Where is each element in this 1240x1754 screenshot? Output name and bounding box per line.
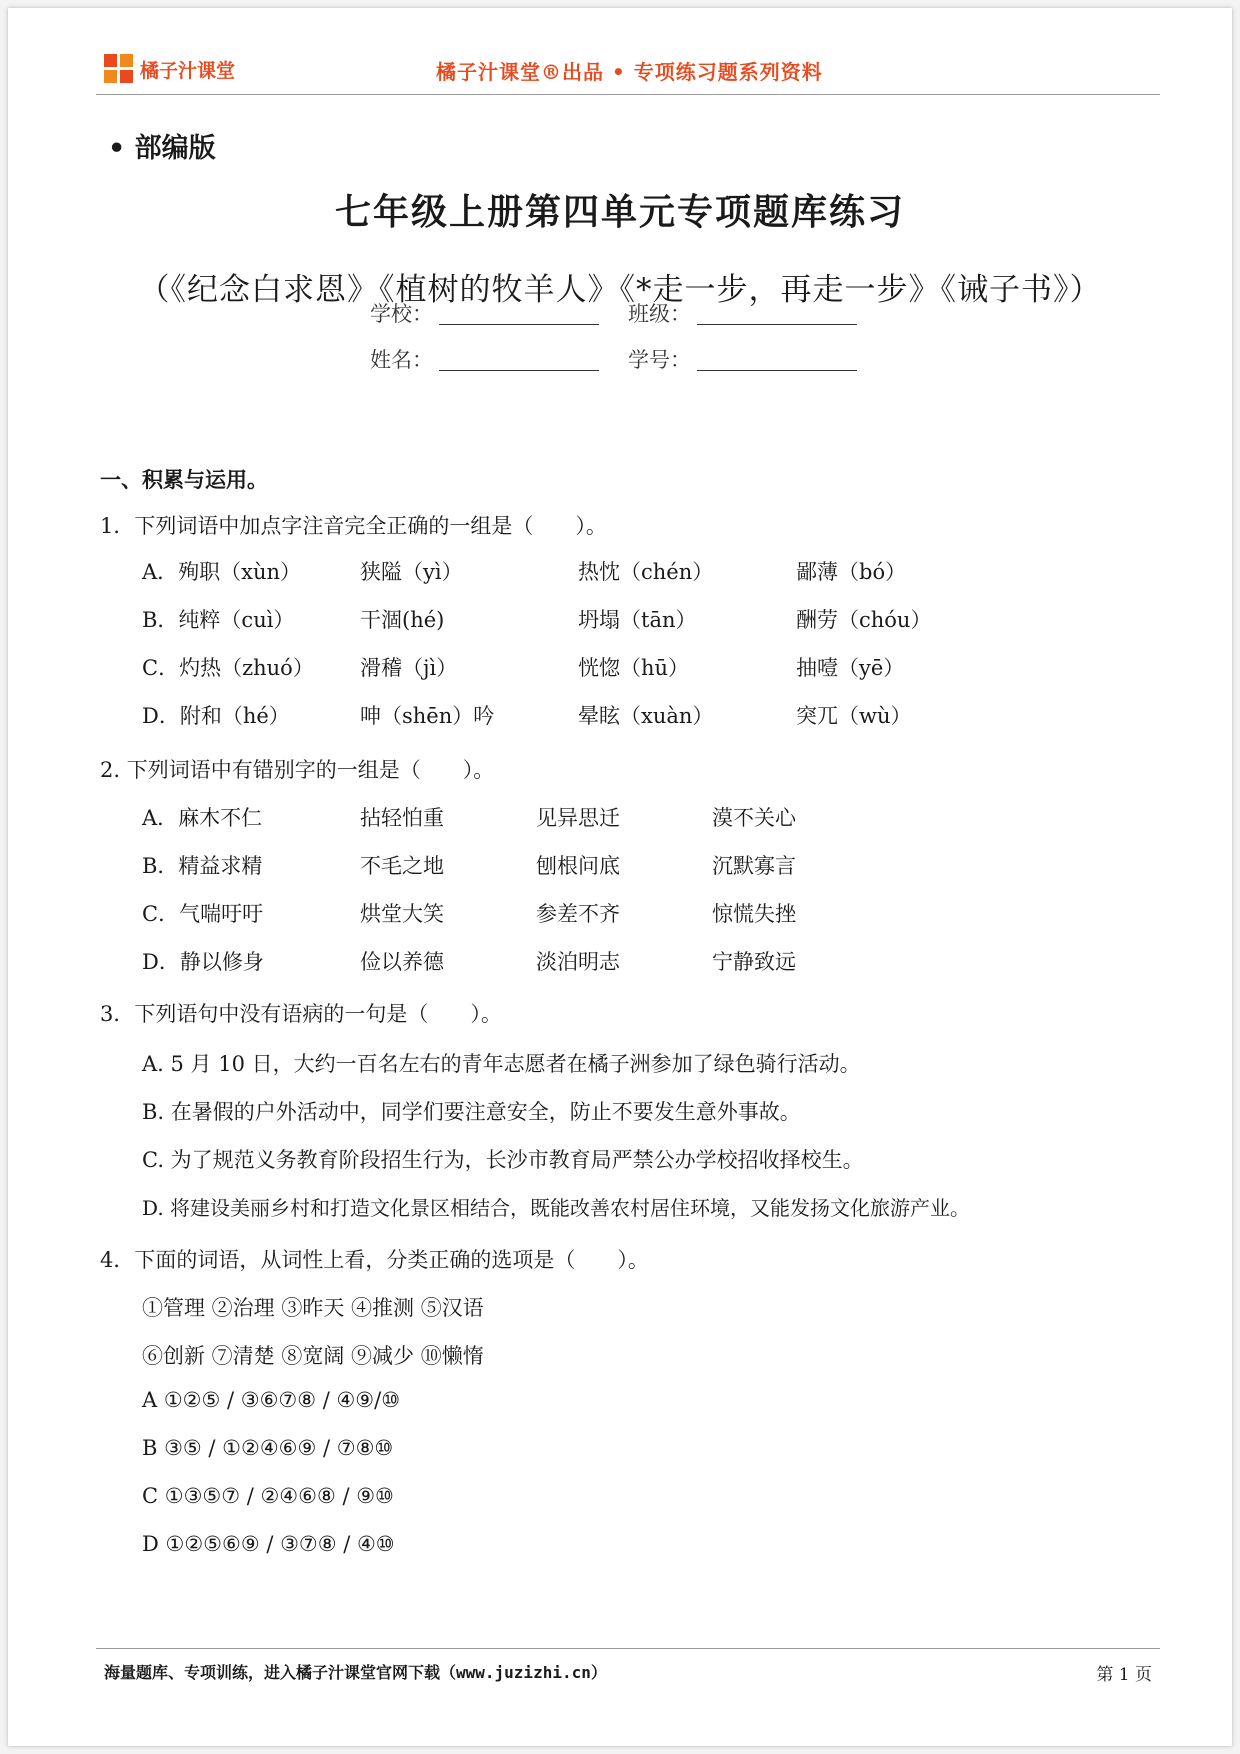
brand-logo — [104, 54, 235, 84]
q1-option: 晕眩（xuàn） — [578, 704, 714, 728]
q2-option: 见异思迁 — [536, 806, 620, 830]
q3-option: B. 在暑假的户外活动中，同学们要注意安全，防止不要发生意外事故。 — [142, 1100, 801, 1124]
question-1-stem: 1．下列词语中加点字注音完全正确的一组是（ ）。 — [100, 514, 607, 538]
q4-option: C ①③⑤⑦ / ②④⑥⑧ / ⑨⑩ — [142, 1484, 394, 1508]
q2-option: D．静以修身 — [142, 950, 264, 974]
q2-option: 不毛之地 — [360, 854, 444, 878]
school-field — [370, 298, 599, 328]
q1-option: 酬劳（chóu） — [796, 608, 932, 632]
q1-option: D．附和（hé） — [142, 704, 290, 728]
document-page — [8, 8, 1232, 1746]
q1-option: 呻（shēn）吟 — [360, 704, 495, 728]
q1-option: 恍惚（hū） — [578, 656, 690, 680]
q1-option: 干涸(hé) — [360, 608, 445, 632]
q2-option: C．气喘吁吁 — [142, 902, 264, 926]
q4-word-list: ①管理 ②治理 ③昨天 ④推测 ⑤汉语 — [142, 1296, 484, 1320]
edition-label: • 部编版 — [108, 133, 216, 164]
q1-option: C．灼热（zhuó） — [142, 656, 314, 680]
class-field — [628, 298, 857, 328]
footer-note: 海量题库、专项训练，进入橘子汁课堂官网下载（www.juzizhi.cn） — [104, 1663, 607, 1682]
school-blank[interactable] — [439, 324, 599, 325]
logo-mark-icon — [104, 54, 134, 84]
q3-option: A. 5 月 10 日，大约一百名左右的青年志愿者在橘子洲参加了绿色骑行活动。 — [142, 1052, 861, 1076]
name-label: 姓名： — [370, 348, 433, 372]
q2-option: 刨根问底 — [536, 854, 620, 878]
q1-option: 突兀（wù） — [796, 704, 912, 728]
q3-option: C. 为了规范义务教育阶段招生行为，长沙市教育局严禁公办学校招收择校生。 — [142, 1148, 864, 1172]
q2-option: 宁静致远 — [712, 950, 796, 974]
q2-option: 淡泊明志 — [536, 950, 620, 974]
q2-option: 烘堂大笑 — [360, 902, 444, 926]
q1-option: B．纯粹（cuì） — [142, 608, 295, 632]
q4-word-list: ⑥创新 ⑦清楚 ⑧宽阔 ⑨减少 ⑩懒惰 — [142, 1344, 484, 1368]
q1-option: 狭隘（yì） — [360, 560, 463, 584]
q1-option: 抽噎（yē） — [796, 656, 905, 680]
footer-divider — [96, 1648, 1160, 1649]
q2-option: B．精益求精 — [142, 854, 263, 878]
q2-option: 参差不齐 — [536, 902, 620, 926]
page-header — [96, 44, 1160, 96]
q2-option: 惊慌失挫 — [712, 902, 796, 926]
number-field — [628, 344, 857, 374]
q2-option: A．麻木不仁 — [142, 806, 263, 830]
page-title: 七年级上册第四单元专项题库练习 — [334, 191, 905, 233]
q1-option: A．殉职（xùn） — [142, 560, 302, 584]
q4-option: A ①②⑤ / ③⑥⑦⑧ / ④⑨/⑩ — [142, 1388, 401, 1412]
q3-option: D. 将建设美丽乡村和打造文化景区相结合，既能改善农村居住环境，又能发扬文化旅游产业。 — [142, 1196, 971, 1220]
logo-text: 橘子汁课堂 — [140, 59, 236, 82]
q4-option: B ③⑤ / ①②④⑥⑨ / ⑦⑧⑩ — [142, 1436, 394, 1460]
question-4-stem: 4．下面的词语，从词性上看，分类正确的选项是（ ）。 — [100, 1248, 649, 1272]
q2-option: 拈轻怕重 — [360, 806, 444, 830]
class-label: 班级： — [628, 302, 691, 326]
q4-option: D ①②⑤⑥⑨ / ③⑦⑧ / ④⑩ — [142, 1532, 395, 1556]
q2-option: 漠不关心 — [712, 806, 796, 830]
q1-option: 热忱（chén） — [578, 560, 714, 584]
number-blank[interactable] — [697, 370, 857, 371]
q1-option: 坍塌（tān） — [578, 608, 697, 632]
name-field — [370, 344, 599, 374]
page-subtitle: （《纪念白求恩》《植树的牧羊人》《*走一步，再走一步》《诫子书》） — [138, 272, 1102, 308]
header-title: 橘子汁课堂®出品 • 专项练习题系列资料 — [436, 60, 823, 84]
q1-option: 滑稽（jì） — [360, 656, 458, 680]
section-heading: 一、积累与运用。 — [100, 467, 268, 492]
school-label: 学校： — [370, 302, 433, 326]
q2-option: 俭以养德 — [360, 950, 444, 974]
number-label: 学号： — [628, 348, 691, 372]
q2-option: 沉默寡言 — [712, 854, 796, 878]
name-blank[interactable] — [439, 370, 599, 371]
class-blank[interactable] — [697, 324, 857, 325]
question-2-stem: 2. 下列词语中有错别字的一组是（ ）。 — [100, 758, 495, 782]
header-divider — [96, 94, 1160, 95]
page-number: 第 1 页 — [1096, 1665, 1152, 1685]
question-3-stem: 3．下列语句中没有语病的一句是（ ）。 — [100, 1002, 502, 1026]
q1-option: 鄙薄（bó） — [796, 560, 907, 584]
